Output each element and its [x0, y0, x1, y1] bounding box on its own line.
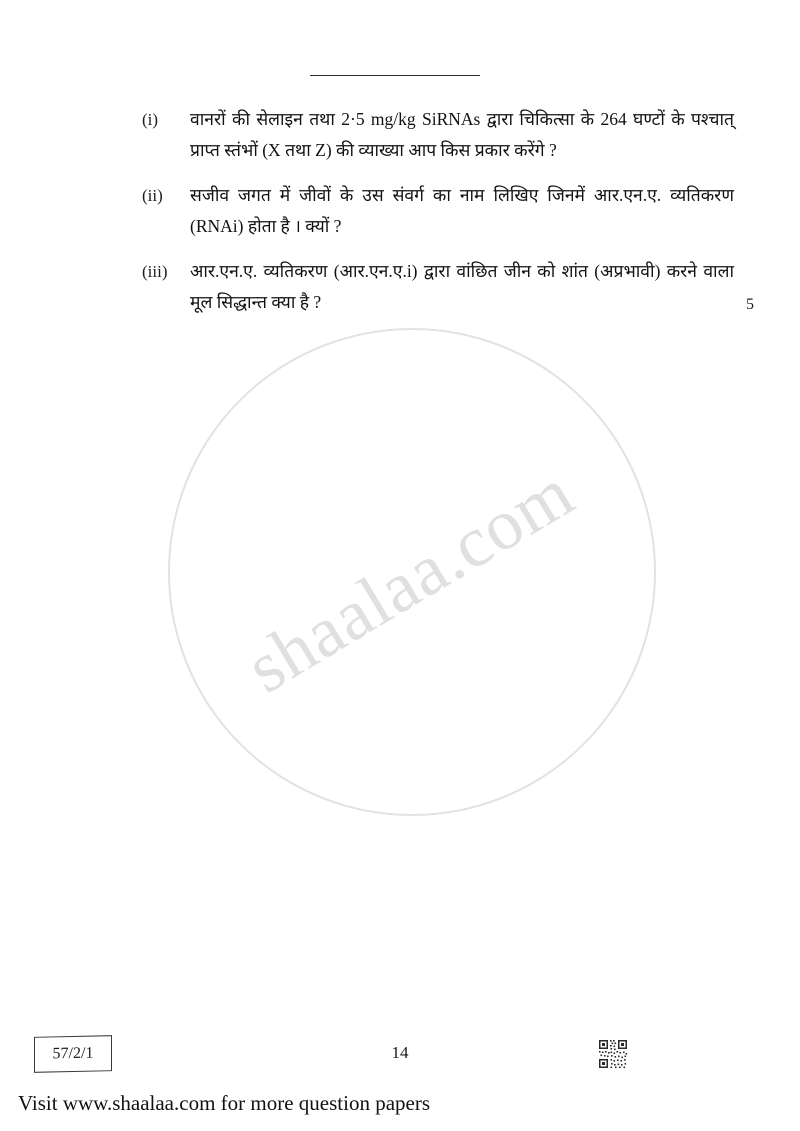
question-text: आर.एन.ए. व्यतिकरण (आर.एन.ए.i) द्वारा वांछित जीन को शांत (अप्रभावी) करने वाला मूल सिद्धान्त क्या है ?: [190, 261, 734, 312]
page-number: 14: [391, 1043, 409, 1062]
question-number: (iii): [142, 262, 168, 281]
list-item: [142, 256, 734, 318]
list-item: [142, 104, 734, 166]
visit-footer-text: Visit www.shaalaa.com for more question papers: [0, 1086, 800, 1131]
paper-code-badge: 57/2/1: [34, 1035, 112, 1073]
qr-code-icon: [598, 1039, 628, 1069]
question-text: वानरों की सेलाइन तथा 2·5 mg/kg SiRNAs द्वारा चिकित्सा के 264 घण्टों के पश्चात् प्राप्त स्तंभों (X तथा Z) की व्याख्या आप किस प्रकार करेंगे ?: [190, 109, 734, 160]
watermark-circle: [168, 328, 656, 816]
question-list: [142, 104, 734, 332]
question-text: सजीव जगत में जीवों के उस संवर्ग का नाम लिखिए जिनमें आर.एन.ए. व्यतिकरण (RNAi) होता है । क्यों ?: [190, 185, 734, 236]
question-marks: 5: [746, 296, 754, 313]
watermark-text: shaalaa.com: [232, 451, 587, 708]
list-item: [142, 180, 734, 242]
question-number: (i): [142, 110, 159, 129]
question-number: (ii): [142, 186, 163, 205]
header-rule: [310, 75, 480, 76]
